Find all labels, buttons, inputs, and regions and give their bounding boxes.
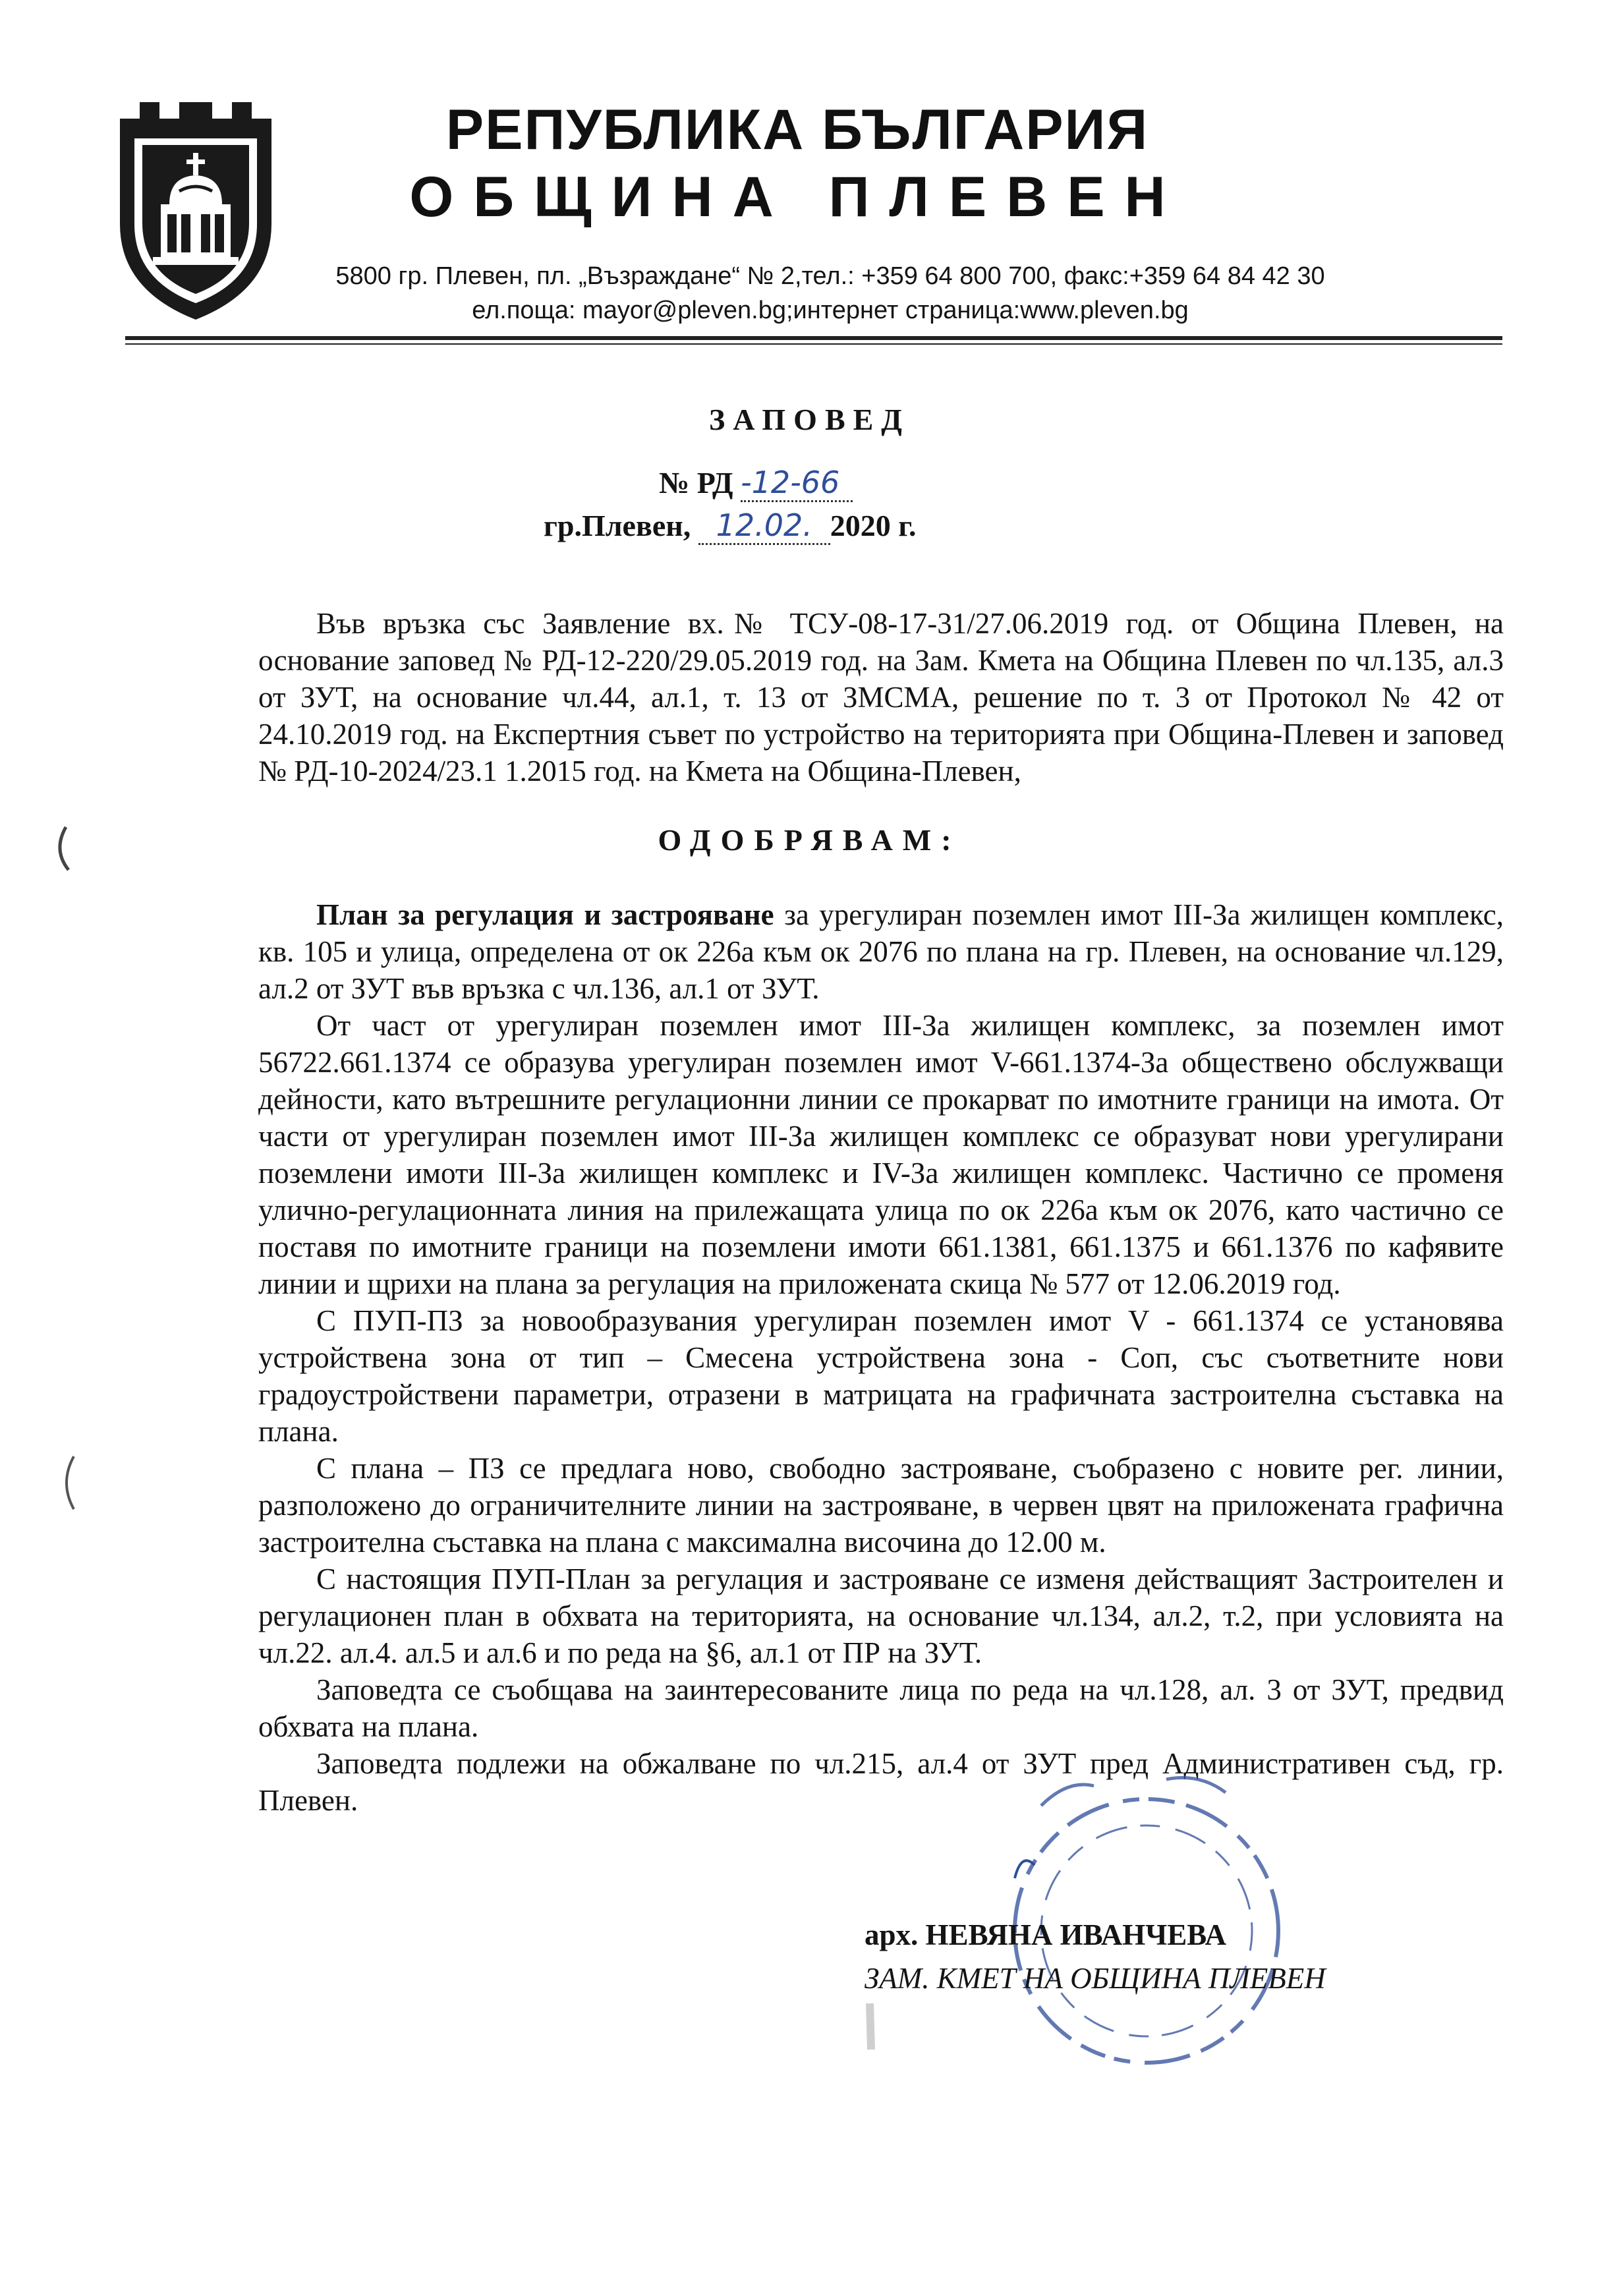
order-number [659, 465, 853, 502]
round-official-stamp-icon [949, 1740, 1318, 2069]
order-number-handwritten: -12-66 [741, 465, 840, 500]
order-number-prefix: № РД [659, 466, 733, 500]
paragraph-plan [258, 896, 1504, 1007]
paragraph-building: С плана – ПЗ се предлага ново, свободно застрояване, съобразено с новите рег. линии, разположено до ограничителните линии на застрояване, в червен цвят на приложената графична застроителна съставка на плана с максимална височина до 12.00 м. [258, 1452, 1504, 1559]
preamble-text: Във връзка със Заявление вх.№ ТСУ-08-17-31/27.06.2019 год. от Община Плевен, на основание заповед № РД-12-220/29.05.2019 год. на Зам. Кмета на Община Плевен по чл.135, ал.3 от ЗУТ, на основание чл.44, ал.1, т. 13 от ЗМСМА, решение по т. 3 от Протокол № 42 от 24.10.2019 год. на Експертния съвет по устройство на територията при Община-Плевен и заповед № РД-10-2024/23.1 1.2015 год. на Кмета на Община-Плевен, [258, 607, 1504, 788]
order-title: ЗАПОВЕД [709, 403, 910, 436]
order-year: 2020 г. [830, 509, 917, 542]
signatory-name: арх. НЕВЯНА ИВАНЧЕВА [865, 1918, 1226, 1951]
header-email-website: ел.поща: mayor@pleven.bg;интернет страница:www.pleven.bg [472, 297, 1189, 324]
order-body [258, 896, 1504, 1819]
approve-heading: ОДОБРЯВАМ: [658, 823, 961, 857]
paragraph-plan-rest: за урегулиран поземлен имот III-За жилищен комплекс, кв. 105 и улица, определена от ок 226а към ок 2076 по плана на гр. Плевен, на основание чл.129, ал.2 от ЗУТ във връзка с чл.136, ал.1 от ЗУТ. [258, 898, 1504, 1005]
header-municipality-title: ОБЩИНА ПЛЕВЕН [409, 165, 1185, 229]
header-address-phone: 5800 гр. Плевен, пл. „Възраждане“ № 2,тел.: +359 64 800 700, факс:+359 64 84 42 30 [335, 262, 1325, 290]
header-divider [125, 336, 1502, 345]
paragraph-plan-bold: План за регулация и застрояване [316, 898, 774, 931]
order-city: гр.Плевен, [544, 509, 691, 542]
paragraph-notification: Заповедта се съобщава на заинтересованите лица по реда на чл.128, ал. 3 от ЗУТ, предвид обхвата на плана. [258, 1673, 1504, 1743]
preamble [258, 605, 1504, 789]
paragraph-appeal: Заповедта подлежи на обжалване по чл.215, ал.4 от ЗУТ пред Административен съд, гр. Плевен. [258, 1747, 1504, 1817]
order-date-handwritten: 12.02. [716, 507, 812, 543]
paragraph-zone: С ПУП-ПЗ за новообразувания урегулиран поземлен имот V - 661.1374 се установява устройствена зона от тип – Смесена устройствена зона - Соп, със съответните нови градоустройствени параметри, отразени в матрицата на графичната застроителна съставка на плана. [258, 1304, 1504, 1448]
paragraph-formation: От част от урегулиран поземлен имот III-За жилищен комплекс, за поземлен имот 56722.661.1374 се образува урегулиран поземлен имот V-661.1374-За обществено обслужващи дейности, като вътрешните регулационни линии се прокарват по имотните граници на имота. От части от урегулиран поземлен имот III-За жилищен комплекс се образуват нови урегулирани поземлени имоти III-За жилищен комплекс и IV-За жилищен комплекс. Частично се променя улично-регулационната линия на прилежащата улица по ок 226а към ок 2076, като частично се поставя по имотните граници на поземлени имоти 661.1381, 661.1375 и 661.1376 по кафявите линии и щрихи на плана за регулация на приложената скица № 577 от 12.06.2019 год. [258, 1009, 1504, 1300]
signatory-position: ЗАМ. КМЕТ НА ОБЩИНА ПЛЕВЕН [865, 1962, 1326, 1995]
pleven-coat-of-arms-icon [113, 92, 278, 323]
order-place-date [544, 507, 916, 545]
paragraph-amendment: С настоящия ПУП-План за регулация и застрояване се изменя действащият Застроителен и регулационен план в обхвата на територията, на основание чл.134, ал.2, т.2, при условията на чл.22. ал.4. ал.5 и ал.6 и по реда на §6, ал.1 от ПР на ЗУТ. [258, 1563, 1504, 1669]
header-republic-title: РЕПУБЛИКА БЪЛГАРИЯ [445, 98, 1149, 161]
